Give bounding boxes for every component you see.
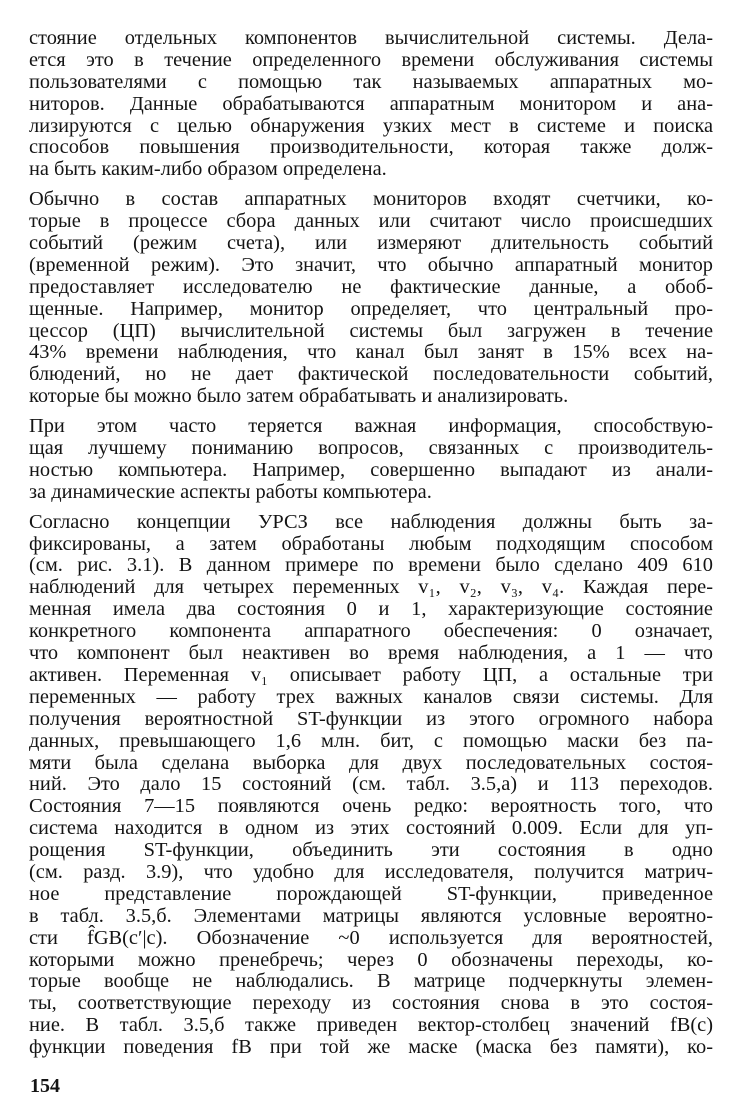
text-line: сти f̂GB(c′|c). Обозначение ~0 используется для вероятностей, (29, 926, 713, 949)
text-line: получения вероятностной ST-функции из этого огромного набора (29, 707, 713, 730)
text-line: функции поведения fB при той же маске (маска без памяти), ко- (29, 1036, 713, 1059)
paragraph-2 (29, 189, 713, 408)
text-line: менная имела два состояния 0 и 1, характеризующие состояние (29, 598, 713, 621)
text-line: Состояния 7—15 появляются очень редко: вероятность того, что (29, 795, 713, 818)
text-line: переменных — работу трех важных каналов связи системы. Для (29, 685, 713, 708)
text-line: стояние отдельных компонентов вычислительной системы. Дела- (29, 27, 713, 49)
text-line: фиксированы, а затем обработаны любым подходящим способом (29, 532, 713, 555)
page-number: 154 (30, 1075, 60, 1097)
text-line: (см. разд. 3.9), что удобно для исследователя, получится матрич- (29, 860, 713, 883)
text-line: торые в процессе сбора данных или считают число происшедших (29, 210, 713, 233)
text-line: которыми можно пренебречь; через 0 обозначены переходы, ко- (29, 948, 713, 971)
text-line: которые бы можно было затем обрабатывать и анализировать. (29, 385, 569, 408)
text-line: Согласно концепции УРСЗ все наблюдения должны быть за- (29, 510, 713, 533)
paragraph-1 (29, 28, 713, 181)
page-body (29, 28, 713, 1059)
text-line: за динамические аспекты работы компьютера. (29, 480, 432, 503)
text-line: на быть каким-либо образом определена. (29, 158, 387, 181)
text-line: ты, соответствующие переходу из состояния снова в это состоя- (29, 992, 713, 1015)
text-line: (временной режим). Это значит, что обычно аппаратный монитор (29, 253, 713, 276)
text-line: лизируются с целью обнаружения узких мест в системе и поиска (29, 114, 713, 137)
text-line: ностью компьютера. Например, совершенно выпадают из анали- (29, 458, 713, 481)
text-line: 43% времени наблюдения, что канал был занят в 15% всех на- (29, 341, 713, 364)
text-line: способов повышения производительности, которая также долж- (29, 136, 713, 159)
text-line: ние. В табл. 3.5,б также приведен вектор-столбец значений fB(c) (29, 1014, 713, 1037)
paragraph-3 (29, 416, 713, 504)
text-line: событий (режим счета), или измеряют длительность событий (29, 232, 713, 255)
text-line: щенные. Например, монитор определяет, что центральный про- (29, 297, 713, 320)
text-line: щая лучшему пониманию вопросов, связанных с производитель- (29, 437, 713, 460)
text-line: ется это в течение определенного времени обслуживания системы (29, 48, 713, 71)
text-line: что компонент был неактивен во время наблюдения, а 1 — что (29, 642, 713, 665)
text-line: мяти была сделана выборка для двух последовательных состоя- (29, 751, 713, 774)
text-line: (см. рис. 3.1). В данном примере по времени было сделано 409 610 (29, 554, 713, 577)
text-line: ний. Это дало 15 состояний (см. табл. 3.5,а) и 113 переходов. (29, 773, 713, 796)
text-line: торые вообще не наблюдались. В матрице подчеркнуты элемен- (29, 970, 713, 993)
text-line: конкретного компонента аппаратного обеспечения: 0 означает, (29, 620, 713, 643)
paragraph-4 (29, 512, 713, 1059)
text-line: в табл. 3.5,б. Элементами матрицы являются условные вероятно- (29, 904, 713, 927)
text-line: Обычно в состав аппаратных мониторов входят счетчики, ко- (29, 188, 713, 211)
text-line: рощения ST-функции, объединить эти состояния в одно (29, 839, 713, 862)
text-line: блюдений, но не дает фактической последовательности событий, (29, 363, 713, 386)
text-line: наблюдений для четырех переменных v₁, v₂, v₃, v₄. Каждая пере- (29, 576, 713, 599)
text-line: ное представление порождающей ST-функции, приведенное (29, 882, 713, 905)
text-line: система находится в одном из этих состояний 0.009. Если для уп- (29, 817, 713, 840)
text-line: цессор (ЦП) вычислительной системы был загружен в течение (29, 319, 713, 342)
text-line: пользователями с помощью так называемых аппаратных мо- (29, 70, 713, 93)
text-line: предоставляет исследователю не фактические данные, а обоб- (29, 275, 713, 298)
text-line: При этом часто теряется важная информация, способствую- (29, 415, 713, 438)
text-line: данных, превышающего 1,6 млн. бит, с помощью маски без па- (29, 729, 713, 752)
text-line: активен. Переменная v₁ описывает работу ЦП, а остальные три (29, 663, 713, 686)
text-line: ниторов. Данные обрабатываются аппаратным монитором и ана- (29, 92, 713, 115)
